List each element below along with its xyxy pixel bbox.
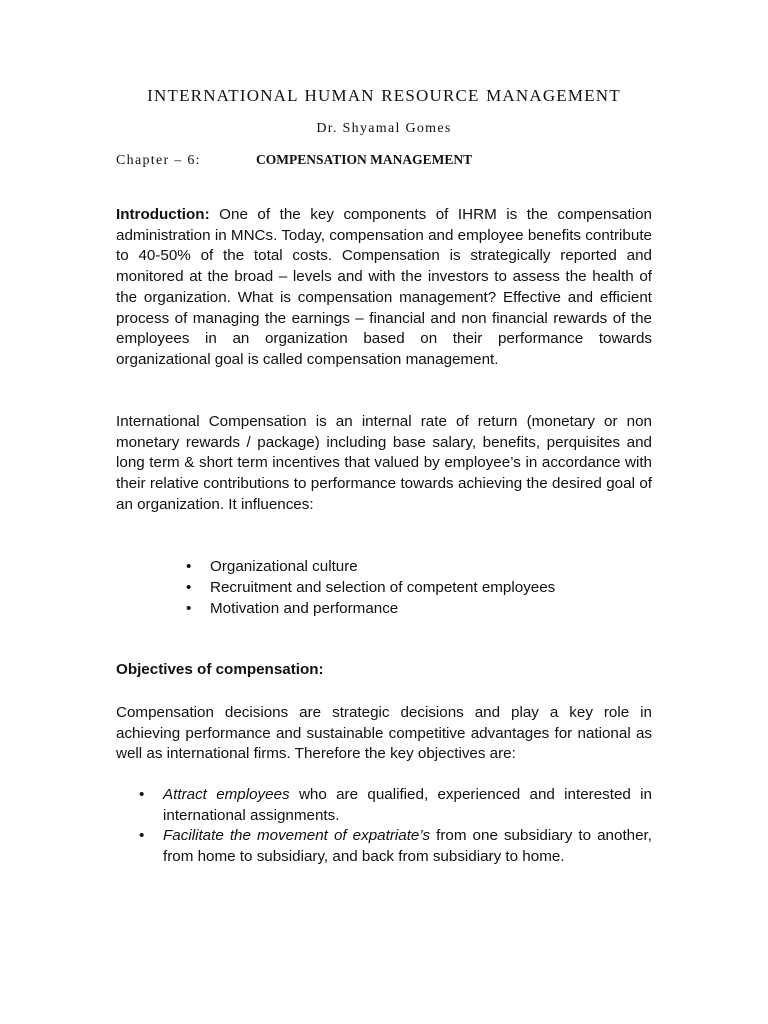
list-item xyxy=(139,826,652,867)
list-item: • Motivation and performance xyxy=(186,600,399,617)
chapter-heading xyxy=(116,152,472,169)
author-name: Dr. Shyamal Gomes xyxy=(316,121,452,136)
objective-rest: from one subsidiary to another, from home to subsidiary, and back from subsidiary to home. xyxy=(163,827,652,866)
introduction-text: One of the key components of IHRM is the compensation administration in MNCs. Today, compensation and employee benefits contribute to 40-50% of the total costs. Compensation is strategically reported and monitored at the broad – levels and with the investors to assess the health of the organization. What is compensation management? Effective and efficient process of managing the earnings – financial and non financial rewards of the employees in an organization based on their performance towards organizational goal is called compensation management. xyxy=(116,206,652,368)
introduction-label: Introduction: xyxy=(116,206,210,223)
chapter-name: COMPENSATION MANAGEMENT xyxy=(256,152,473,167)
list-item: • Recruitment and selection of competent employees xyxy=(186,579,556,596)
list-item xyxy=(139,785,652,826)
objectives-heading: Objectives of compensation: xyxy=(116,661,324,678)
bullet-icon: • xyxy=(139,827,145,845)
objective-lead: Facilitate the movement of expatriate’s xyxy=(163,827,431,845)
chapter-number: Chapter – 6: xyxy=(116,153,201,168)
influences-list xyxy=(186,556,555,619)
international-compensation-paragraph: International Compensation is an internal rate of return (monetary or non monetary rewards / package) including base salary, benefits, perquisites and long term & short term incentives that valued by employee’s in accordance with their relative contributions to performance towards achieving the desired goal of an organization. It influences: xyxy=(116,413,652,513)
introduction-paragraph xyxy=(116,205,652,371)
bullet-icon: • xyxy=(186,579,192,596)
list-item: • Organizational culture xyxy=(186,558,358,575)
document-title: INTERNATIONAL HUMAN RESOURCE MANAGEMENT xyxy=(147,86,621,105)
bullet-icon: • xyxy=(186,600,192,617)
bullet-icon: • xyxy=(186,558,192,575)
objective-lead: Attract employees xyxy=(163,786,290,803)
objective-rest: who are qualified, experienced and interested in international assignments. xyxy=(163,786,652,824)
objectives-list xyxy=(139,785,652,868)
objectives-paragraph: Compensation decisions are strategic decisions and play a key role in achieving performance and sustainable competitive advantages for national as well as international firms. Therefore the key objectives are: xyxy=(116,704,652,763)
bullet-icon: • xyxy=(139,786,145,803)
